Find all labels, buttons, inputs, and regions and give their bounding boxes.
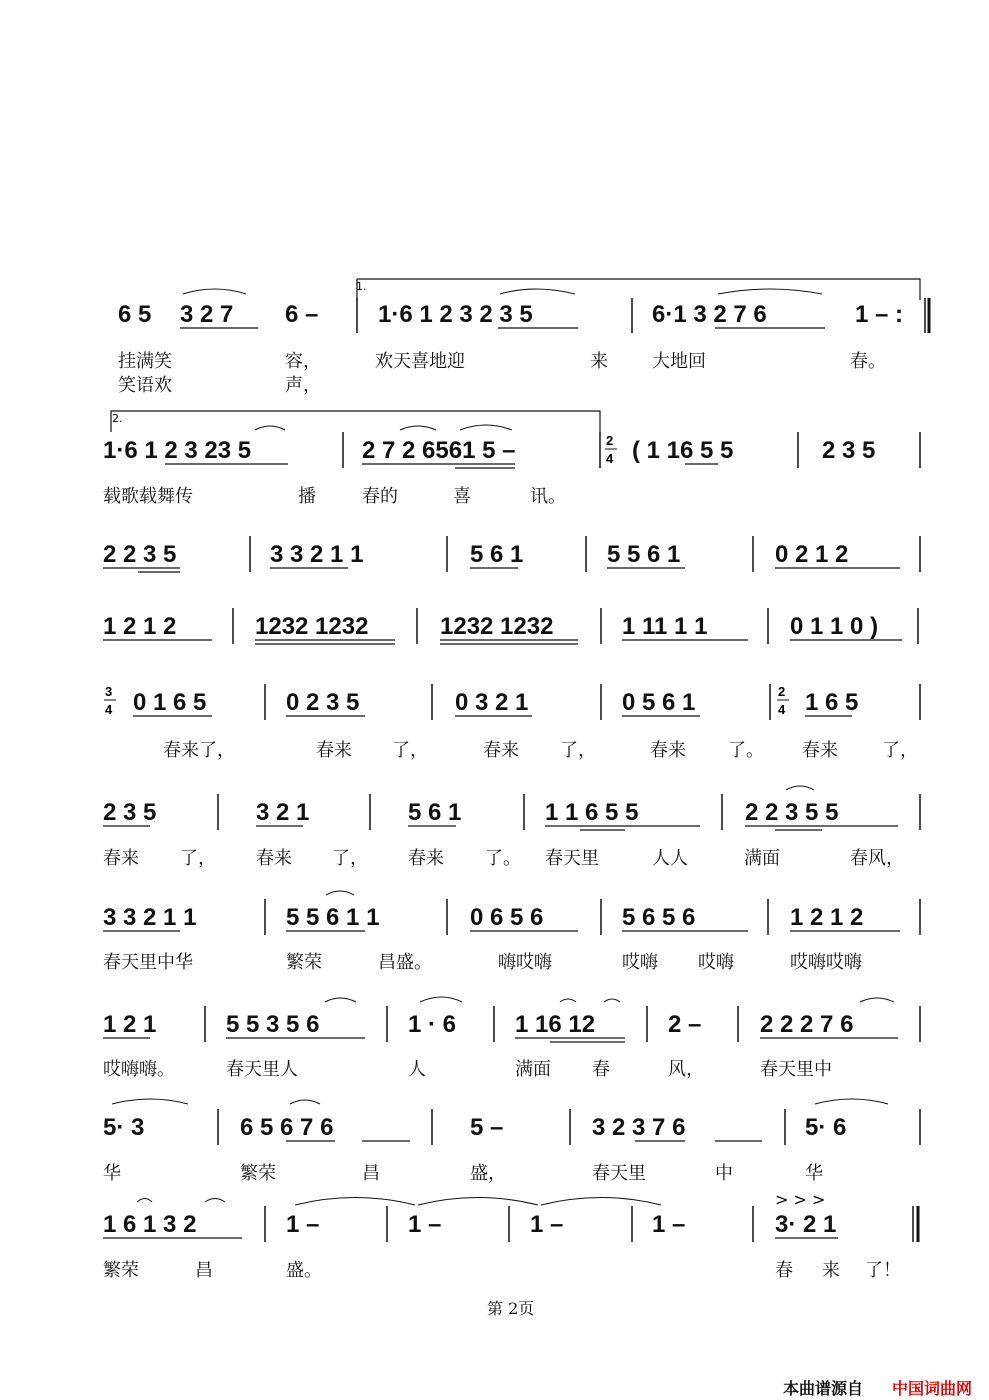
slur [112,1099,188,1104]
measure: 2 2 2 7 6 [760,1011,854,1038]
slur [815,1099,888,1104]
tie [418,1198,538,1206]
time-sig-den: 4 [778,702,786,717]
lyric: 大地回 [652,351,706,372]
measure-7: 2 7 2 6561 5 – [362,437,516,464]
measure: 1 16 12 [515,1011,596,1038]
measure: 5 6 1 [470,541,524,568]
lyric: 盛。 [286,1260,322,1281]
lyric: 春天里人 [226,1059,298,1080]
measure: 0 1 6 5 [133,689,207,716]
lyric: 春 [592,1059,610,1080]
lyric: 人 [408,1059,426,1080]
lyric: 来 [822,1260,840,1281]
staff-row-9 [103,1099,920,1184]
measure: 5 5 3 5 6 [226,1011,320,1038]
measure: 0 6 5 6 [470,904,544,931]
measure: 1 6 1 3 2 [103,1211,197,1238]
lyric: 昌盛。 [378,952,432,973]
volta-bracket-1 [357,279,920,300]
lyric: 春来 [408,848,444,869]
measure: 1 2 1 2 [790,904,864,931]
lyric: 载歌载舞传 [103,486,193,507]
lyric: 春 [775,1260,793,1281]
measure: 1232 1232 [440,613,554,640]
accent-marks: > > > [775,1190,826,1209]
lyric: 了， [332,848,368,869]
slur [205,1199,225,1203]
lyric: 春天里中 [760,1059,832,1080]
lyric: 容， [285,351,321,372]
lyric: 春来 [256,848,292,869]
lyric: 了。 [485,848,521,869]
lyric: 华 [805,1163,823,1184]
measure-6: 1·6 1 2 3 23 5 [103,437,252,464]
lyric-verse2: 声， [285,375,321,396]
lyric: 哎嗨 [698,952,734,973]
lyric: 春来 [802,740,838,761]
measure: 5 – [470,1114,504,1141]
lyric: 了， [180,848,216,869]
lyric: 了， [560,740,596,761]
volta-label-2: 2. [112,412,123,425]
lyric: 来 [590,351,608,372]
lyric: 华 [103,1163,121,1184]
lyric: 了！ [865,1260,901,1281]
lyric: 春来 [650,740,686,761]
staff-row-1 [118,279,929,396]
lyric: 播 [298,486,316,507]
lyric: 春的 [362,486,398,507]
lyric: 满面 [515,1059,551,1080]
measure: 5 5 6 1 1 [286,904,380,931]
measure: 1 – [530,1211,564,1238]
slur [500,289,575,294]
tie [295,1198,415,1206]
measure-4: 6·1 3 2 7 6 [652,301,767,328]
staff-row-8 [103,997,920,1080]
slur [326,891,354,895]
lyric: 盛， [470,1163,506,1184]
lyric: 繁荣 [286,952,322,973]
measure: 3· 2 1 [775,1211,837,1238]
measure: 0 2 1 2 [775,541,849,568]
lyric: 挂满笑 [118,351,172,372]
lyric: 欢天喜地迎 [375,351,465,372]
lyric: 春来 [316,740,352,761]
lyric: 昌 [362,1163,380,1184]
measure: 5· 6 [805,1114,847,1141]
measure: 1 – [408,1211,442,1238]
lyric: 春来 [483,740,519,761]
lyric-verse2: 笑语欢 [118,375,172,396]
lyric: 了， [392,740,428,761]
measure: 2 – [668,1011,702,1038]
measure: 3 3 2 1 1 [103,904,197,931]
slur [325,998,356,1002]
page-number: 第 2页 [487,1299,535,1318]
slur [137,1199,152,1203]
lyric: 人人 [652,848,688,869]
measure: 1 1 6 5 5 [545,799,639,826]
volta-bracket-2 [111,411,600,432]
lyric: 嗨哎嗨 [498,952,552,973]
staff-row-7 [103,891,920,973]
measure: 0 3 2 1 [455,689,529,716]
measure: 5 6 1 [408,799,462,826]
lyric: 讯。 [530,486,566,507]
lyric: 春。 [850,351,886,372]
measure: 5 5 6 1 [607,541,681,568]
slur [420,997,462,1002]
lyric: 春天里 [592,1163,646,1184]
measure: 2 3 5 [103,799,157,826]
measure: 1 11 1 1 [622,613,708,640]
measure-2: 6 – [285,301,319,328]
measure: 0 1 1 0 ) [790,613,879,640]
lyric: 哎嗨 [622,952,658,973]
measure: 1 2 1 [103,1011,157,1038]
time-sig-num: 2 [606,433,614,448]
tie [541,1198,661,1206]
lyric: 哎嗨嗨。 [103,1059,175,1080]
measure: 1 2 1 2 [103,613,177,640]
slur [183,289,246,294]
lyric: 春天里 [545,848,599,869]
measure: 3 3 2 1 1 [270,541,364,568]
staff-row-2 [103,411,920,507]
staff-row-10 [103,1190,918,1281]
measure-1b: 3 2 7 [180,301,234,328]
staff-row-4 [103,608,918,644]
measure: 2 2 3 5 5 [745,799,839,826]
source-label: 本曲谱源自 [783,1379,864,1398]
lyric: 春天里中华 [103,952,193,973]
slur [860,998,894,1002]
slur [560,999,576,1002]
measure: 5 6 5 6 [622,904,696,931]
measure: 1 – [286,1211,320,1238]
time-sig-num: 2 [778,684,786,699]
lyric: 中 [715,1163,733,1184]
lyric: 风， [668,1059,704,1080]
measure: 1 6 5 [805,689,859,716]
measure-3: 1·6 1 2 3 2 3 5 [378,301,533,328]
measure: 1 – [652,1211,686,1238]
slur [400,426,436,430]
staff-row-5 [104,684,920,761]
time-sig-num: 3 [105,684,113,699]
lyric: 春来了， [163,740,235,761]
slur [718,289,822,294]
measure: 0 2 3 5 [286,689,360,716]
lyric: 春来 [103,848,139,869]
measure: 2 2 3 5 [103,541,177,568]
measure: 3 2 1 [256,799,310,826]
lyric: 了。 [728,740,764,761]
measure: 1232 1232 [255,613,369,640]
measure-1: 6 5 [118,301,152,328]
site-link[interactable]: 中国词曲网 [892,1379,973,1398]
lyric: 繁荣 [103,1260,139,1281]
volta-label-1: 1. [356,280,367,293]
time-sig-den: 4 [105,702,113,717]
time-sig-den: 4 [606,451,614,466]
lyric: 喜 [453,486,471,507]
measure-5: 1 – : [855,301,904,328]
lyric: 春风， [850,848,904,869]
measure: 0 5 6 1 [622,689,696,716]
lyric: 哎嗨哎嗨 [790,952,862,973]
slur [290,1100,320,1104]
lyric: 繁荣 [240,1163,276,1184]
lyric: 满面 [744,848,780,869]
staff-row-6 [103,786,920,869]
measure: 5· 3 [103,1114,145,1141]
measure-8: ( 1 16 5 5 [632,437,734,464]
measure: 3 2 3 7 6 [592,1114,686,1141]
lyric: 昌 [195,1260,213,1281]
slur [604,999,620,1002]
measure: 1 · 6 [408,1011,457,1038]
slur [255,426,285,430]
staff-row-3 [103,536,920,572]
measure-9: 2 3 5 [822,437,876,464]
slur [786,786,814,790]
measure: 6 5 6 7 6 [240,1114,334,1141]
lyric: 了， [882,740,918,761]
slur [460,425,512,430]
